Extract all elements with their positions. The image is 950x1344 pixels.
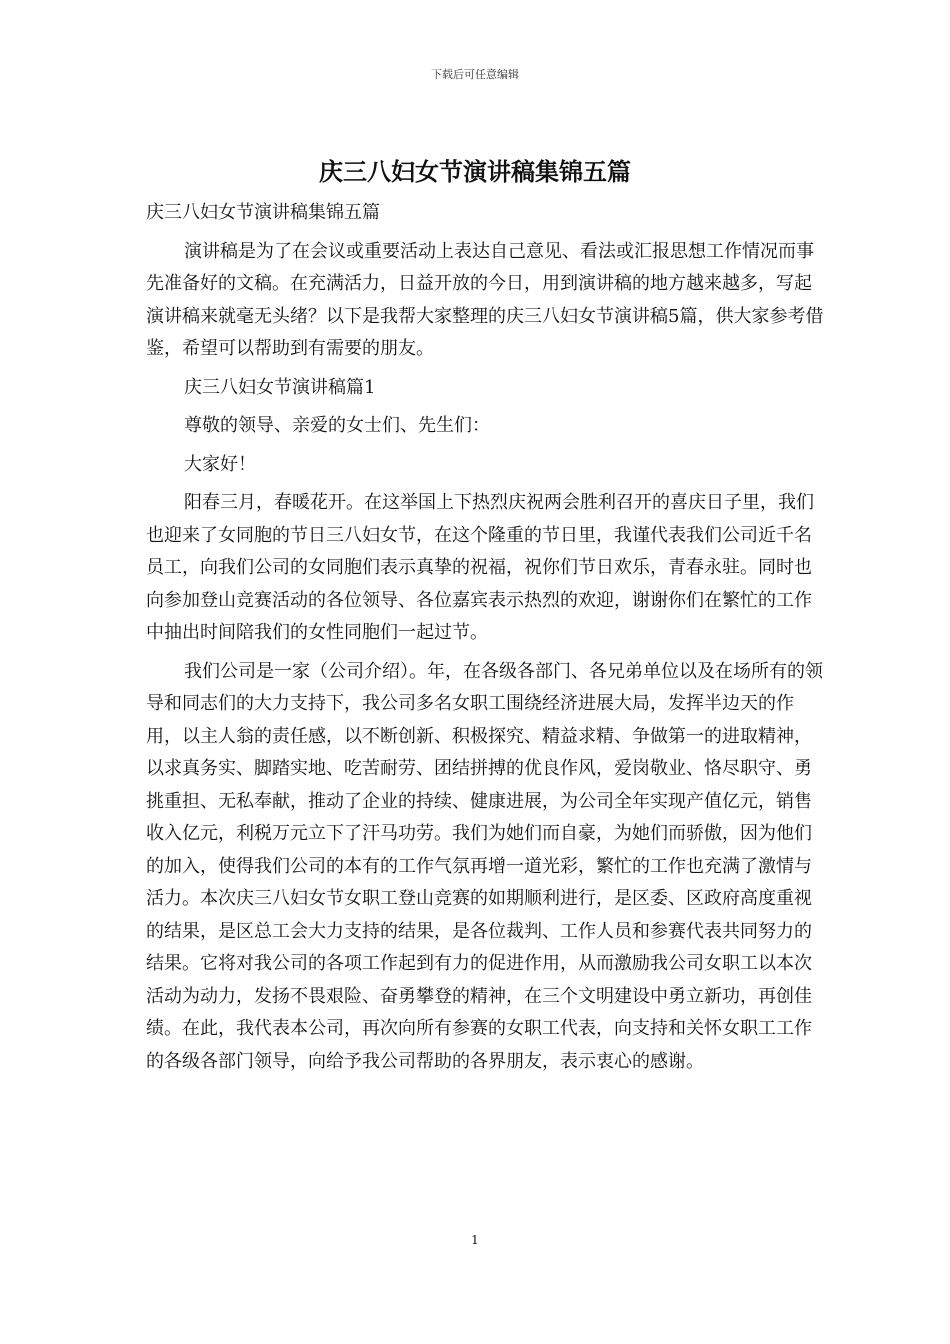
body-paragraph: 我们公司是一家（公司介绍）。年，在各级各部门、各兄弟单位以及在场所有的领导和同志们的大力支持下，我公司多名女职工围绕经济进展大局，发挥半边天的作用，以主人翁的责任感，以不断创新、积极探究、精益求精、争做第一的进取精神，以求真务实、脚踏实地、吃苦耐劳、团结拼搏的优良作风，爱岗敬业、恪尽职守、勇挑重担、无私奉献，推动了企业的持续、健康进展，为公司全年实现产值亿元，销售收入亿元，利税万元立下了汗马功劳。我们为她们而自豪，为她们而骄傲，因为他们的加入，使得我们公司的本有的工作气氛再增一道光彩，繁忙的工作也充满了激情与活力。本次庆三八妇女节女职工登山竞赛的如期顺利进行，是区委、区政府高度重视的结果，是区总工会大力支持的结果，是各位裁判、工作人员和参赛代表共同努力的结果。它将对我公司的各项工作起到有力的促进作用，从而激励我公司女职工以本次活动为动力，发扬不畏艰险、奋勇攀登的精神，在三个文明建设中勇立新功，再创佳绩。在此，我代表本公司，再次向所有参赛的女职工代表，向支持和关怀女职工工作的各级各部门领导，向给予我公司帮助的各界朋友，表示衷心的感谢。: [146, 660, 823, 1072]
header-note: 下载后可任意编辑: [431, 68, 519, 81]
intro-paragraph: 演讲稿是为了在会议或重要活动上表达自己意见、看法或汇报思想工作情况而事先准备好的文稿。在充满活力，日益开放的今日，用到演讲稿的地方越来越多，写起演讲稿来就毫无头绪？以下是我帮大家整理的庆三八妇女节演讲稿5篇，供大家参考借鉴，希望可以帮助到有需要的朋友。: [146, 240, 824, 359]
document-title: 庆三八妇女节演讲稿集锦五篇: [319, 157, 631, 186]
page-number: 1: [471, 1233, 479, 1247]
document-body: [146, 197, 826, 1084]
salutation-paragraph: 尊敬的领导、亲爱的女士们、先生们：: [184, 415, 490, 436]
body-paragraph: 阳春三月，春暖花开。在这举国上下热烈庆祝两会胜利召开的喜庆日子里，我们也迎来了女同胞的节日三八妇女节，在这个隆重的节日里，我谨代表我们公司近千名员工，向我们公司的女同胞们表示真挚的祝福，祝你们节日欢乐，青春永驻。同时也向参加登山竞赛活动的各位领导、各位嘉宾表示热烈的欢迎，谢谢你们在繁忙的工作中抽出时间陪我们的女性同胞们一起过节。: [146, 492, 814, 643]
section-heading: 庆三八妇女节演讲稿篇1: [184, 376, 376, 398]
greeting-paragraph: 大家好！: [184, 453, 256, 475]
subtitle-paragraph: 庆三八妇女节演讲稿集锦五篇: [146, 202, 380, 223]
